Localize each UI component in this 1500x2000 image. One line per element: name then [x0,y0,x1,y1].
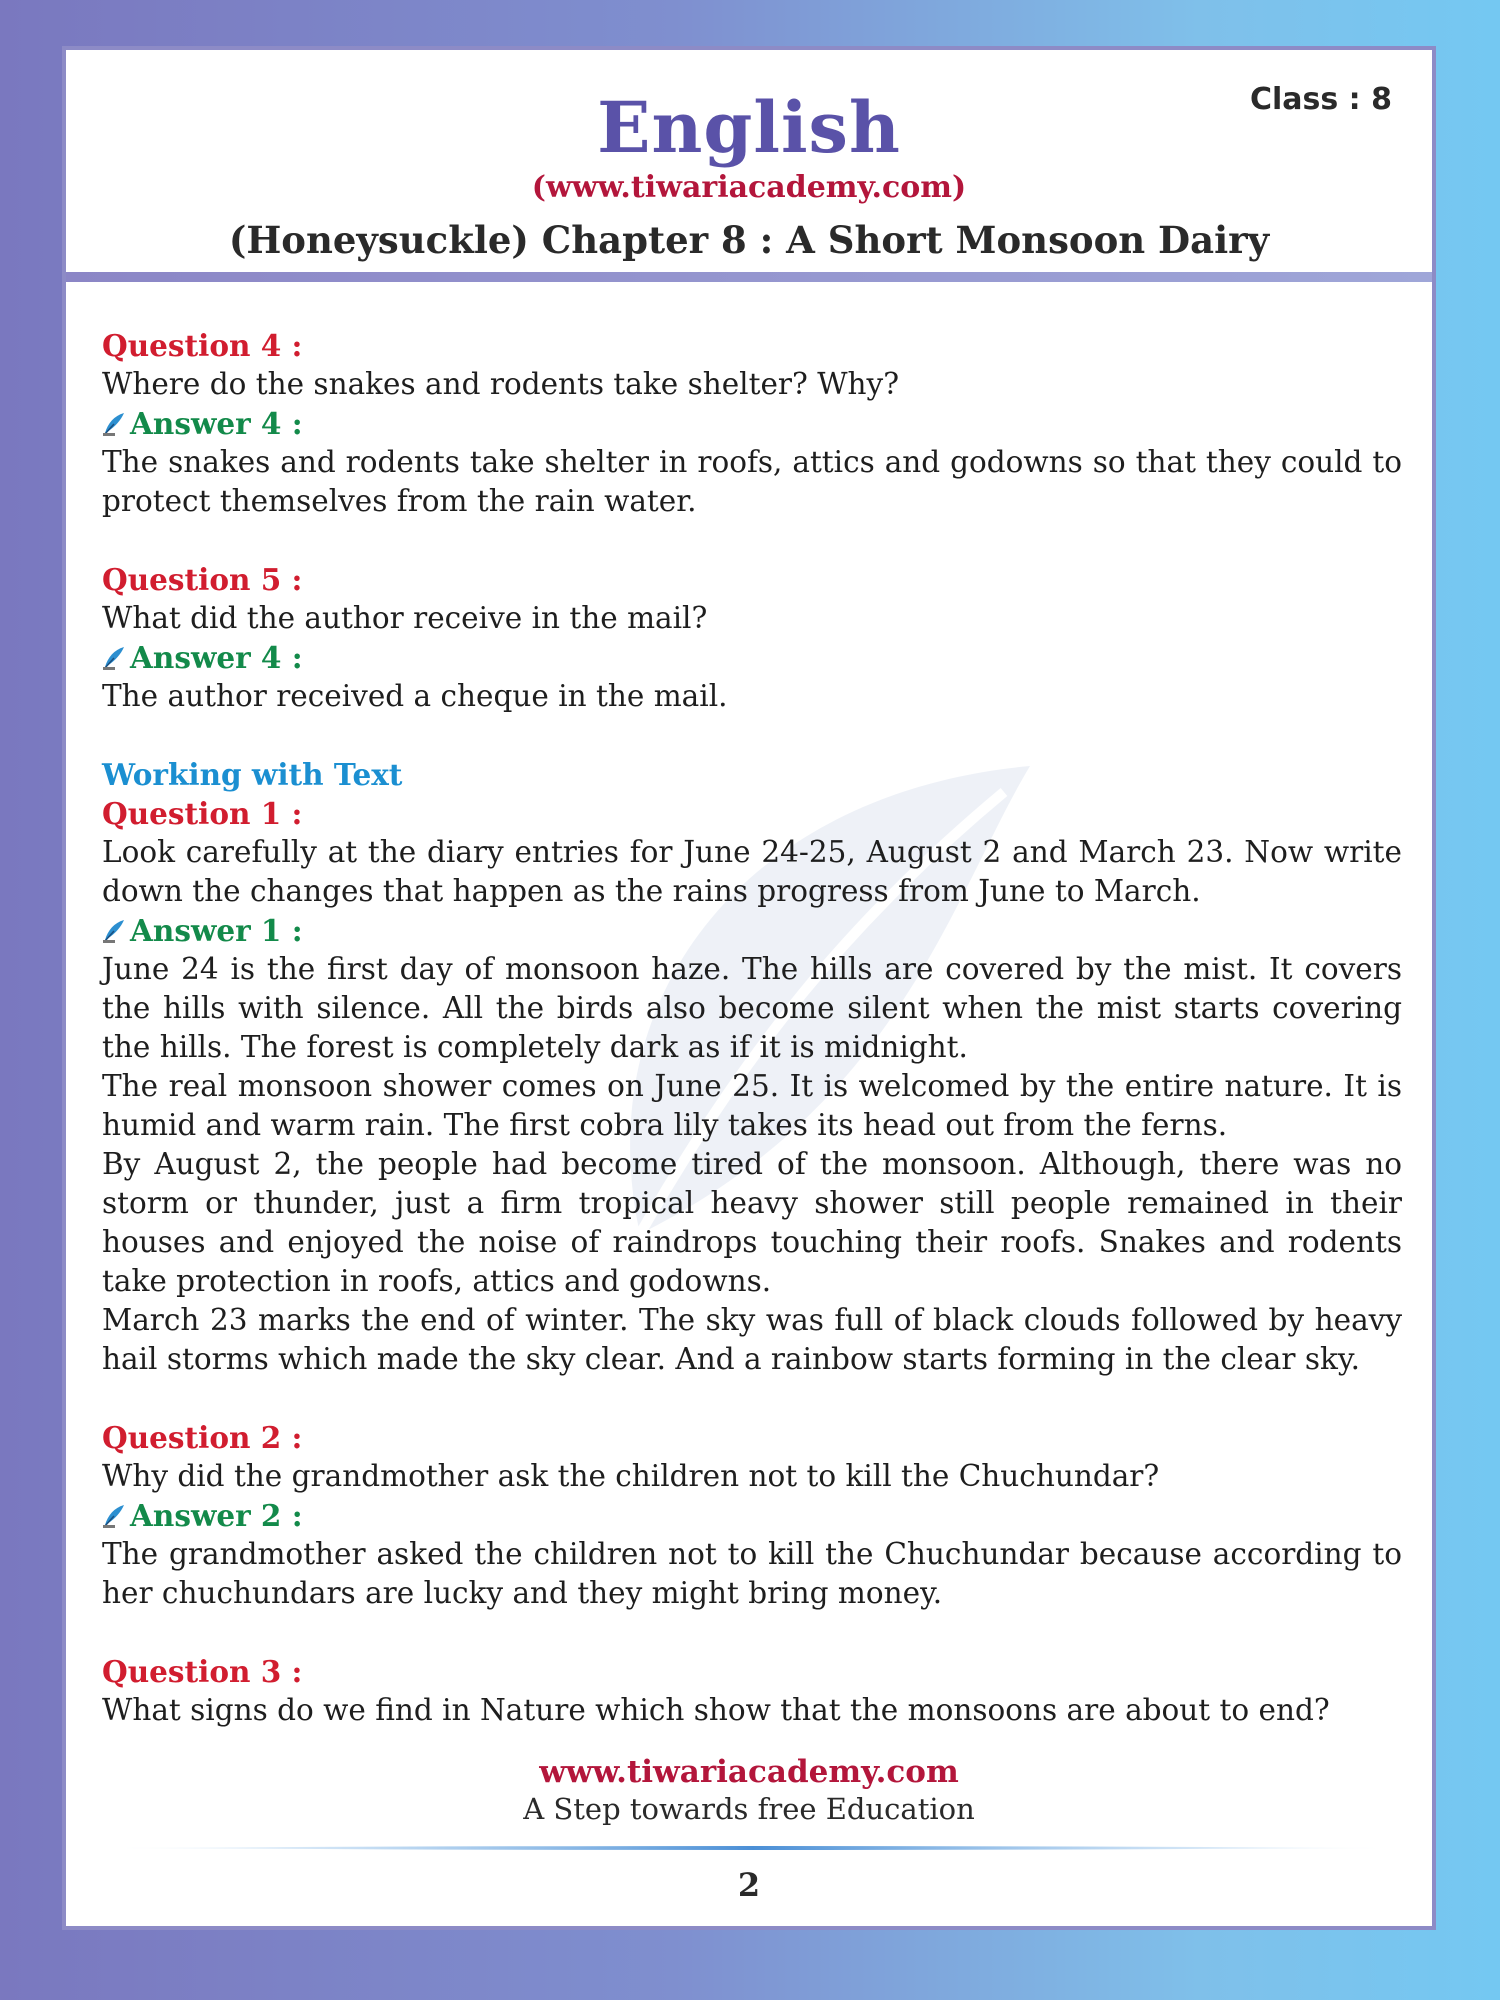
header-divider [66,272,1432,282]
answer-5-heading [102,638,1402,677]
quill-pen-icon [102,1503,126,1529]
page-number: 2 [737,1866,761,1904]
answer-4-heading [102,404,1402,443]
document-page [62,46,1436,1930]
header-website[interactable]: (www.tiwariacademy.com) [531,170,967,205]
working-question-2-label: Question 2 : [102,1420,303,1455]
working-answer-2-text: The grandmother asked the children not to kill the Chuchundar because according to her chuchundars are lucky and they might bring money. [102,1537,1402,1610]
footer-divider [116,1844,1390,1852]
page-header [66,50,1432,282]
working-question-3-text: What signs do we find in Nature which show that the monsoons are about to end? [102,1693,1330,1727]
answer-4-text: The snakes and rodents take shelter in roofs, attics and godowns so that they could to protect themselves from the rain water. [102,445,1402,518]
footer-tagline: A Step towards free Education [523,1792,975,1826]
working-answer-1-heading [102,911,1402,950]
working-question-1-label: Question 1 : [102,796,303,831]
spacer [102,521,1402,560]
quill-pen-icon [102,411,126,437]
page-content [102,326,1402,1730]
working-question-3-label: Question 3 : [102,1654,303,1689]
question-5-label: Question 5 : [102,562,303,597]
quill-pen-icon [102,645,126,671]
working-answer-1-paragraph-3: By August 2, the people had become tired of the monsoon. Although, there was no storm or thunder, just a firm tropical heavy shower still people remained in their houses and enjoyed the noise of raindrops touching their roofs. Snakes and rodents take protection in roofs, attics and godowns. [102,1147,1402,1298]
answer-5-label: Answer 4 : [130,640,303,675]
working-question-1-text: Look carefully at the diary entries for June 24-25, August 2 and March 23. Now write down the changes that happen as the rains progress from June to March. [102,835,1402,908]
spacer [102,1379,1402,1418]
working-answer-1-paragraph-1: June 24 is the first day of monsoon haze. The hills are covered by the mist. It covers the hills with silence. All the birds also become silent when the mist starts covering the hills. The forest is completely dark as if it is midnight. [102,952,1402,1064]
working-question-2-text: Why did the grandmother ask the children not to kill the Chuchundar? [102,1459,1160,1493]
question-4-text: Where do the snakes and rodents take shelter? Why? [102,367,900,401]
chapter-title: (Honeysuckle) Chapter 8 : A Short Monsoon Dairy [228,218,1270,262]
class-label: Class : 8 [1249,82,1392,117]
working-answer-1-paragraph-4: March 23 marks the end of winter. The sky was full of black clouds followed by heavy hail storms which made the sky clear. And a rainbow starts forming in the clear sky. [102,1303,1402,1376]
working-answer-2-label: Answer 2 : [130,1498,303,1533]
quill-pen-icon [102,918,126,944]
answer-5-text: The author received a cheque in the mail. [102,679,728,713]
question-4-label: Question 4 : [102,328,303,363]
working-answer-2-heading [102,1496,1402,1535]
section-title: Working with Text [102,757,403,792]
working-answer-1-paragraph-2: The real monsoon shower comes on June 25. It is welcomed by the entire nature. It is humid and warm rain. The first cobra lily takes its head out from the ferns. [102,1069,1402,1142]
working-answer-1-label: Answer 1 : [130,913,303,948]
footer-website[interactable]: www.tiwariacademy.com [539,1754,959,1790]
spacer [102,716,1402,755]
subject-title: English [597,86,901,169]
question-5-text: What did the author receive in the mail? [102,601,708,635]
spacer [102,1613,1402,1652]
answer-4-label: Answer 4 : [130,406,303,441]
